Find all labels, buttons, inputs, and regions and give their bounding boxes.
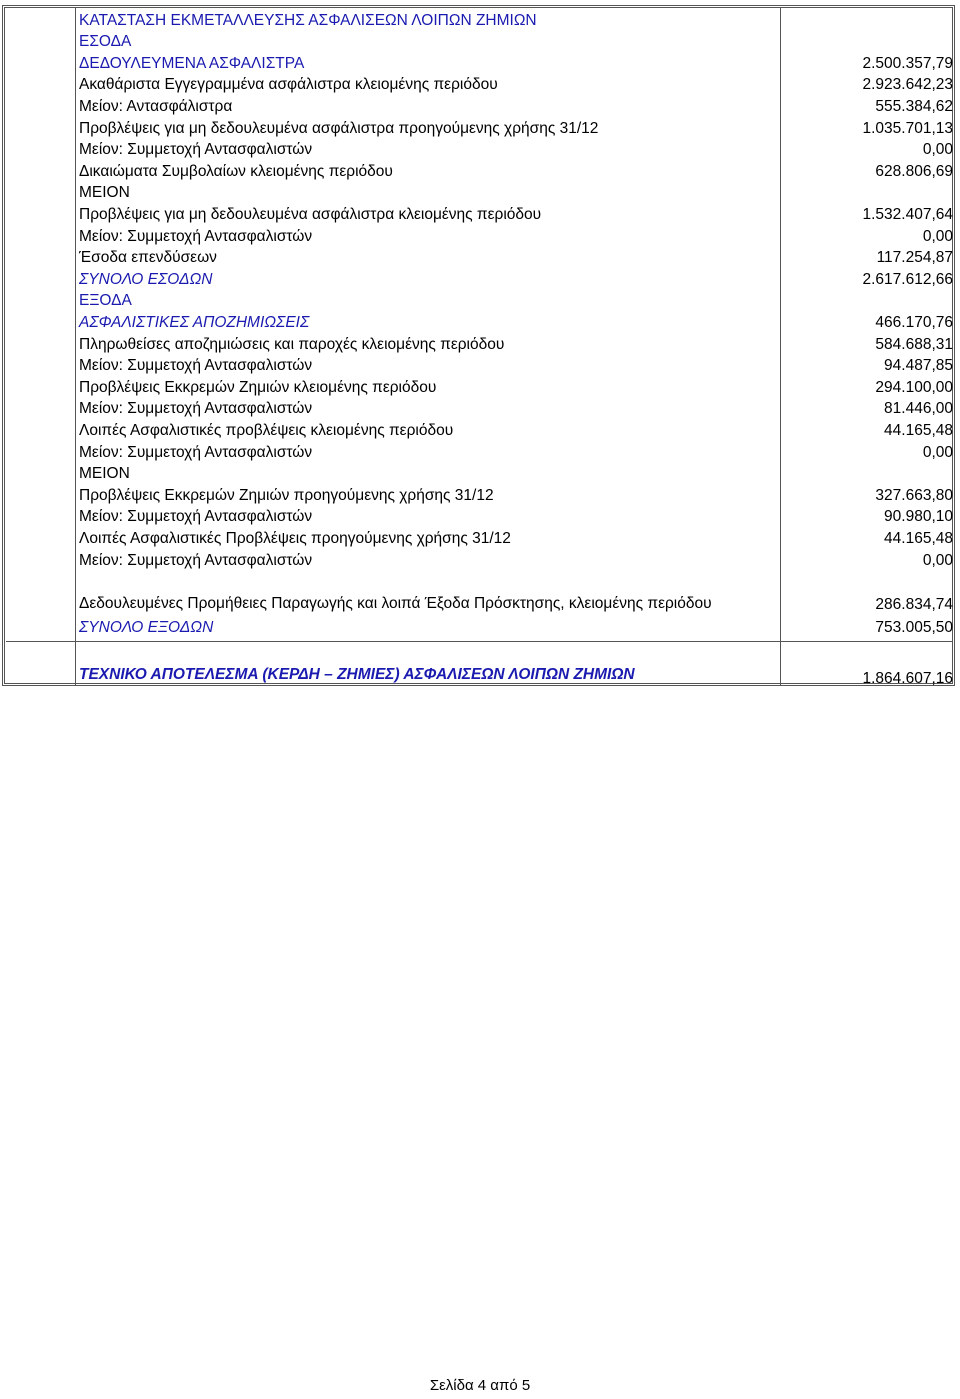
table-row [79,246,953,268]
result-label: ΤΕΧΝΙΚΟ ΑΠΟΤΕΛΕΣΜΑ (ΚΕΡΔΗ – ΖΗΜΙΕΣ) ΑΣΦΑΛΙΣΕΩΝ ΛΟΙΠΩΝ ΖΗΜΙΩΝ [79,665,635,683]
row-value: 0,00 [922,443,953,461]
table-row [79,224,953,246]
row-value: 94.487,85 [884,357,953,375]
table-row [79,116,953,138]
table-row [79,418,953,440]
table-row [79,615,953,637]
table-row [79,526,953,548]
row-value: 0,00 [922,227,953,245]
row-value: 0,00 [922,551,953,569]
row-value: 1.532.407,64 [862,205,953,223]
table-row [79,159,953,181]
row-value: 327.663,80 [875,486,953,504]
row-label: Δικαιώματα Συμβολαίων κλειομένης περιόδου [79,162,393,180]
table-row [79,354,953,376]
row-label: ΜΕΙΟΝ [79,184,130,202]
row-value: 2.500.357,79 [862,54,953,72]
row-label: Μείον: Συμμετοχή Αντασφαλιστών [79,551,313,569]
row-label: ΑΣΦΑΛΙΣΤΙΚΕΣ ΑΠΟΖΗΜΙΩΣΕΙΣ [79,313,310,331]
row-value: 1.035.701,13 [862,119,953,137]
row-value: 44.165,48 [884,421,953,439]
row-value: 286.834,74 [875,596,953,613]
row-label: Μείον: Συμμετοχή Αντασφαλιστών [79,400,313,418]
row-label: ΜΕΙΟΝ [79,465,130,483]
table-row [79,462,953,484]
table-row [79,397,953,419]
result-separator [6,641,952,642]
table-left-divider [75,8,76,686]
table-row [79,483,953,505]
row-label: Προβλέψεις για μη δεδουλευμένα ασφάλιστρα προηγούμενης χρήσης 31/12 [79,119,599,137]
row-value: 753.005,50 [875,618,953,636]
table-row [79,94,953,116]
row-label: Μείον: Συμμετοχή Αντασφαλιστών [79,227,313,245]
table-row [79,570,953,614]
row-value: 117.254,87 [876,249,953,267]
row-label: Προβλέψεις Εκκρεμών Ζημιών προηγούμενης χρήσης 31/12 [79,486,494,504]
row-value: 2.923.642,23 [862,76,953,94]
table-row [79,202,953,224]
table-row [79,181,953,203]
table-row [79,138,953,160]
row-value: 584.688,31 [875,335,953,353]
row-label: Μείον: Συμμετοχή Αντασφαλιστών [79,443,313,461]
row-value: 0,00 [922,141,953,159]
result-value: 1.864.607,16 [862,669,953,687]
row-label: ΔΕΔΟΥΛΕΥΜΕΝΑ ΑΣΦΑΛΙΣΤΡΑ [79,54,305,72]
row-label: ΣΥΝΟΛΟ ΕΞΟΔΩΝ [79,618,214,636]
row-label: ΣΥΝΟΛΟ ΕΣΟΔΩΝ [79,270,213,288]
row-label: Μείον: Αντασφάλιστρα [79,97,233,115]
row-label: Δεδουλευμένες Προμήθειες Παραγωγής και λοιπά Έξοδα Πρόσκτησης, κλειομένης περιόδου [79,595,712,612]
row-value: 81.446,00 [884,400,953,418]
row-value: 466.170,76 [875,313,953,331]
row-label: Προβλέψεις για μη δεδουλευμένα ασφάλιστρα κλειομένης περιόδου [79,205,542,223]
table-row [79,51,953,73]
table-row [79,505,953,527]
table-row [79,73,953,95]
row-label: Μείον: Συμμετοχή Αντασφαλιστών [79,141,313,159]
row-label: Λοιπές Ασφαλιστικές προβλέψεις κλειομένης περιόδου [79,421,454,439]
row-value: 44.165,48 [884,529,953,547]
row-label: ΕΞΟΔΑ [79,292,132,310]
row-label: Προβλέψεις Εκκρεμών Ζημιών κλειομένης περιόδου [79,378,437,396]
row-value: 2.617.612,66 [862,270,953,288]
table-row [79,30,953,52]
row-value: 555.384,62 [875,97,953,115]
row-label: Έσοδα επενδύσεων [79,249,217,267]
table-row [79,375,953,397]
table-row [79,548,953,570]
row-label: ΕΣΟΔΑ [79,33,132,51]
row-label: Μείον: Συμμετοχή Αντασφαλιστών [79,357,313,375]
page-number: Σελίδα 4 από 5 [429,1377,531,1394]
row-label: Μείον: Συμμετοχή Αντασφαλιστών [79,508,313,526]
table-row [79,310,953,332]
report-title: ΚΑΤΑΣΤΑΣΗ ΕΚΜΕΤΑΛΛΕΥΣΗΣ ΑΣΦΑΛΙΣΕΩΝ ΛΟΙΠΩΝ ΖΗΜΙΩΝ [79,11,537,29]
report-title-row [79,8,953,30]
row-label: Ακαθάριστα Εγγεγραμμένα ασφάλιστρα κλειομένης περιόδου [79,76,498,94]
row-value: 628.806,69 [875,162,953,180]
table-row [79,289,953,311]
row-value: 294.100,00 [875,378,953,396]
table-row [79,332,953,354]
row-value: 90.980,10 [884,508,953,526]
row-label: Πληρωθείσες αποζημιώσεις και παροχές κλειομένης περιόδου [79,335,505,353]
result-row [79,662,953,687]
table-row [79,267,953,289]
row-label: Λοιπές Ασφαλιστικές Προβλέψεις προηγούμενης χρήσης 31/12 [79,529,511,547]
table-row [79,440,953,462]
